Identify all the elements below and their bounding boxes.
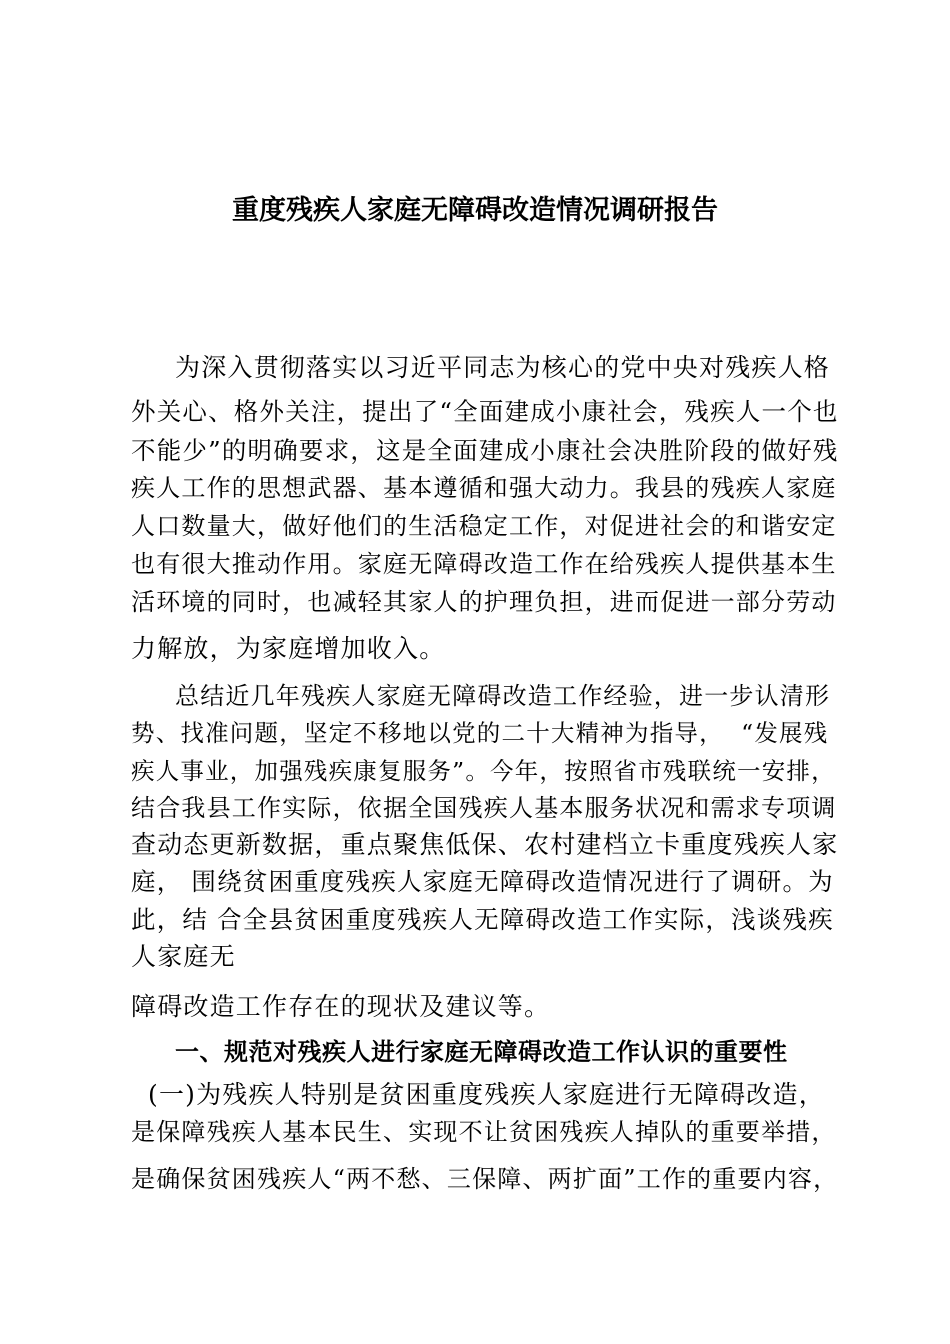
paragraph-line: 是确保贫困残疾人“两不愁、三保障、两扩面”工作的重要内容，	[131, 1165, 839, 1193]
paragraph-line: 活环境的同时，也减轻其家人的护理负担，进而促进一部分劳动	[131, 588, 837, 616]
paragraph-line: 结合我县工作实际，依据全国残疾人基本服务状况和需求专项调	[131, 794, 837, 822]
document-title: 重度残疾人家庭无障碍改造情况调研报告	[232, 195, 718, 226]
paragraph-line: 此，结 合全县贫困重度残疾人无障碍改造工作实际，浅谈残疾	[131, 905, 834, 934]
paragraph-line: 查动态更新数据，重点聚焦低保、农村建档立卡重度残疾人家	[131, 830, 839, 859]
paragraph-line: 也有很大推动作用。家庭无障碍改造工作在给残疾人提供基本生	[131, 550, 837, 578]
paragraph-line: 疾人事业，加强残疾康复服务”。今年，按照省市残联统一安排，	[131, 757, 836, 785]
paragraph-line: 为深入贯彻落实以习近平同志为核心的党中央对残疾人格	[175, 353, 831, 382]
paragraph-line: 障碍改造工作存在的现状及建议等。	[131, 992, 551, 1021]
paragraph-line: 庭， 围绕贫困重度残疾人家庭无障碍改造情况进行了调研。为	[131, 867, 834, 896]
paragraph-line: 势、找准问题，坚定不移地以党的二十大精神为指导， “发展残	[131, 719, 829, 747]
paragraph-line: 人家庭无	[131, 942, 236, 971]
section-heading: 一、规范对残疾人进行家庭无障碍改造工作认识的重要性	[175, 1038, 788, 1066]
paragraph-line: 疾人工作的思想武器、基本遵循和强大动力。我县的残疾人家庭	[131, 474, 837, 502]
paragraph-line: 总结近几年残疾人家庭无障碍改造工作经验，进一步认清形	[175, 682, 831, 710]
paragraph-line: 力解放，为家庭增加收入。	[131, 634, 446, 663]
paragraph-line: (一)为残疾人特别是贫困重度残疾人家庭进行无障碍改造，	[148, 1080, 825, 1109]
paragraph-line: 不能少”的明确要求，这是全面建成小康社会决胜阶段的做好残	[131, 436, 839, 465]
paragraph-line: 是保障残疾人基本民生、实现不让贫困残疾人掉队的重要举措，	[131, 1118, 837, 1146]
paragraph-line: 人口数量大，做好他们的生活稳定工作，对促进社会的和谐安定	[131, 512, 837, 540]
paragraph-line: 外关心、格外关注，提出了“全面建成小康社会，残疾人一个也	[131, 397, 839, 426]
